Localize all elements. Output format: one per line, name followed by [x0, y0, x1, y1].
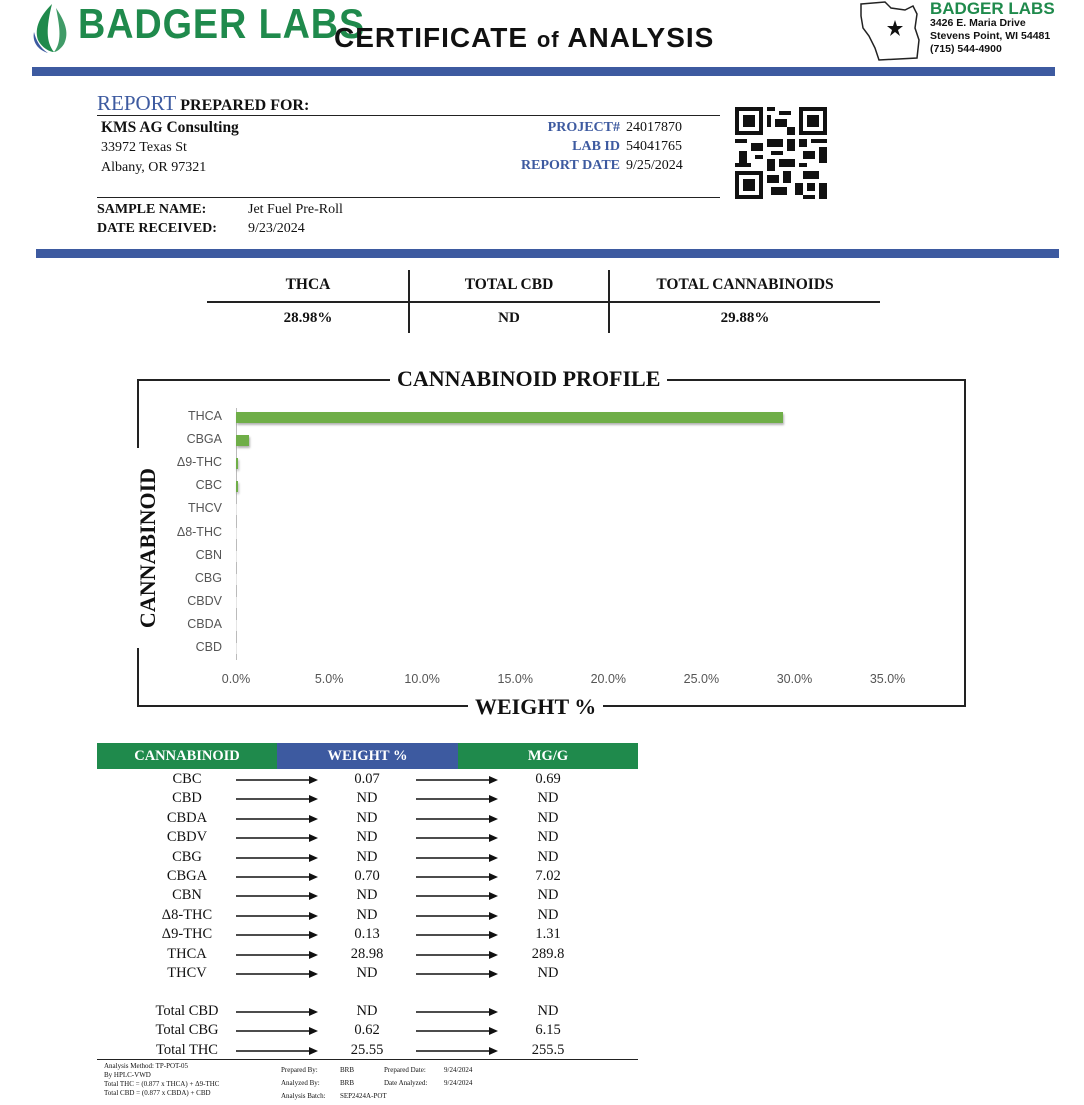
labid-label: LAB ID — [572, 139, 620, 154]
report-prepared-for-label: REPORT PREPARED FOR: — [97, 91, 310, 115]
arrow-right-icon — [416, 872, 498, 882]
table-cell-mg: 289.8 — [531, 945, 565, 962]
project-labels — [480, 118, 620, 175]
chart-bar — [236, 458, 238, 469]
table-cell-mg: ND — [537, 829, 559, 846]
footer-date-values: 9/24/2024 9/24/2024 — [444, 1066, 473, 1087]
labid-value: 54041765 — [626, 139, 682, 154]
table-cell-mg: 7.02 — [535, 868, 561, 884]
footer-staff-labels: Prepared By: Analyzed By: Analysis Batch: — [281, 1066, 326, 1100]
table-cell-weight: 25.55 — [350, 1041, 384, 1058]
summary-value-thca: 28.98% — [283, 310, 333, 326]
table-cell-name: CBG — [172, 848, 202, 865]
chart-category-label: CBD — [195, 640, 222, 654]
arrow-right-icon — [236, 814, 318, 824]
sample-values — [248, 200, 343, 238]
chart-category-label: CBG — [194, 570, 222, 585]
arrow-right-icon — [236, 911, 318, 921]
arrow-right-icon — [236, 1046, 318, 1056]
table-cell-name: Δ8-THC — [161, 906, 213, 923]
table-cell-mg: ND — [537, 887, 559, 904]
summary-rule — [207, 301, 880, 303]
table-cell-name: THCA — [167, 945, 207, 962]
summary-value-total-cannabinoids: 29.88% — [720, 310, 770, 326]
client-street: 33972 Texas St — [101, 140, 187, 155]
arrow-right-icon — [236, 1007, 318, 1017]
address-line1: 3426 E. Maria Drive — [930, 17, 1026, 29]
table-cell-mg: 6.15 — [535, 1022, 561, 1039]
date-received-label: DATE RECEIVED: — [97, 221, 217, 236]
summary-value-total-cbd: ND — [498, 310, 520, 326]
chart-bar — [236, 597, 237, 608]
arrow-right-icon — [416, 1007, 498, 1017]
arrow-right-icon — [236, 930, 318, 940]
table-cell-weight: ND — [356, 906, 378, 923]
sample-name-value: Jet Fuel Pre-Roll — [248, 202, 343, 217]
title-part1: CERTIFICATE — [334, 22, 537, 53]
table-cell-name: THCV — [167, 965, 207, 981]
arrow-right-icon — [416, 969, 498, 979]
table-cell-mg: ND — [537, 809, 559, 826]
client-info — [101, 118, 239, 178]
arrow-right-icon — [416, 1046, 498, 1056]
footer-thc-formula: Total THC = (0.877 x THCA) + Δ9-THC — [104, 1080, 220, 1088]
report-date-label: REPORT DATE — [521, 158, 620, 173]
project-values — [626, 118, 683, 175]
logo-text: BADGER LABS — [78, 0, 366, 47]
qr-code-icon — [735, 107, 827, 199]
chart-x-tick-label: 15.0% — [497, 672, 533, 686]
footer-method — [104, 1062, 219, 1098]
chart-category-label: CBN — [195, 547, 222, 562]
chart-title: CANNABINOID PROFILE — [390, 366, 667, 392]
table-cell-name: CBDV — [166, 829, 208, 846]
arrow-right-icon — [236, 794, 318, 804]
arrow-right-icon — [416, 1026, 498, 1036]
table-cell-weight: ND — [356, 848, 378, 865]
chart-x-tick-label: 25.0% — [683, 672, 720, 686]
summary-header-thca: THCA — [285, 276, 331, 293]
chart-x-tick-label: 5.0% — [314, 672, 344, 686]
page-title — [334, 22, 714, 54]
arrow-right-icon — [236, 872, 318, 882]
table-cell-mg: ND — [537, 906, 559, 923]
wisconsin-map-icon — [855, 0, 927, 62]
table-cell-weight: ND — [356, 1003, 378, 1019]
table-cell-weight: 28.98 — [350, 945, 384, 962]
table-footer-rule — [97, 1059, 638, 1060]
arrow-right-icon — [236, 891, 318, 901]
chart-category-label: CBC — [195, 478, 222, 493]
table-cell-weight: 0.62 — [354, 1022, 380, 1039]
logo — [30, 2, 78, 54]
arrow-right-icon — [236, 1026, 318, 1036]
chart-x-tick-label: 10.0% — [404, 672, 440, 686]
table-cell-weight: 0.07 — [354, 771, 380, 787]
arrow-right-icon — [236, 969, 318, 979]
chart-x-tick-label: 20.0% — [590, 672, 627, 686]
table-cell-name: Total CBD — [155, 1003, 219, 1019]
lab-address — [930, 0, 1055, 56]
table-cell-name: CBDA — [166, 809, 208, 826]
table-cell-name: CBD — [172, 790, 202, 807]
chart-x-axis-title: WEIGHT % — [468, 694, 603, 720]
table-cell-mg: 1.31 — [535, 926, 561, 943]
address-line2: Stevens Point, WI 54481 — [930, 30, 1051, 42]
table-header-cannabinoid: CANNABINOID — [97, 743, 277, 769]
chart-category-label: CBGA — [186, 432, 222, 447]
client-name: KMS AG Consulting — [101, 119, 239, 136]
table-cell-weight: ND — [356, 829, 378, 846]
title-part2: ANALYSIS — [559, 22, 715, 53]
arrow-right-icon — [416, 911, 498, 921]
arrow-right-icon — [416, 891, 498, 901]
table-cell-name: CBGA — [166, 868, 208, 884]
table-cell-weight: ND — [356, 790, 378, 807]
summary-header-total-cannabinoids: TOTAL CANNABINOIDS — [656, 276, 834, 293]
arrow-right-icon — [236, 833, 318, 843]
arrow-right-icon — [236, 950, 318, 960]
chart-frame — [137, 379, 966, 707]
arrow-right-icon — [416, 775, 498, 785]
arrow-right-icon — [416, 930, 498, 940]
table-cell-weight: 0.13 — [354, 926, 380, 943]
chart-category-label: Δ8-THC — [176, 524, 222, 539]
chart-bar — [236, 435, 249, 446]
chart-bar — [236, 551, 237, 562]
table-cell-weight: ND — [356, 887, 378, 904]
chart-category-label: CBDV — [187, 593, 222, 608]
table-cell-name: Total THC — [156, 1041, 218, 1058]
address-phone: (715) 544-4900 — [930, 43, 1002, 55]
chart-bar — [236, 412, 783, 423]
sample-labels — [97, 200, 217, 238]
footer-method-line: Analysis Method: TP-POT-05 — [104, 1062, 189, 1070]
chart-category-label: Δ9-THC — [176, 455, 222, 470]
table-cell-mg: ND — [537, 1003, 559, 1019]
footer-date-labels: Prepared Date: Date Analyzed: — [384, 1066, 428, 1087]
chart-bar — [236, 504, 237, 515]
logo-leaf-icon — [30, 2, 78, 54]
footer-by-line: By HPLC-VWD — [104, 1071, 151, 1079]
table-cell-mg: 0.69 — [535, 771, 561, 787]
report-rule-bottom — [97, 197, 720, 198]
report-rule-top — [97, 115, 720, 116]
summary-header-total-cbd: TOTAL CBD — [464, 276, 554, 293]
section-divider — [36, 249, 1059, 258]
table-header-weight: WEIGHT % — [277, 743, 458, 769]
project-label: PROJECT# — [547, 120, 620, 135]
chart-bar — [236, 620, 237, 631]
date-received-value: 9/23/2024 — [248, 221, 305, 236]
report-date-value: 9/25/2024 — [626, 158, 683, 173]
title-of: of — [536, 27, 560, 52]
chart-category-label: THCV — [187, 501, 222, 516]
chart-x-tick-label: 0.0% — [221, 672, 251, 686]
project-value: 24017870 — [626, 120, 682, 135]
table-cell-mg: ND — [537, 848, 559, 865]
table-cell-weight: ND — [356, 965, 378, 981]
chart-y-axis-title: CANNABINOID — [135, 448, 161, 648]
table-cell-name: Total CBG — [155, 1022, 219, 1039]
table-cell-name: Δ9-THC — [161, 926, 213, 943]
client-city: Albany, OR 97321 — [101, 160, 207, 175]
table-cell-weight: 0.70 — [354, 868, 380, 884]
arrow-right-icon — [236, 853, 318, 863]
chart-category-label: CBDA — [187, 616, 222, 631]
table-cell-mg: 255.5 — [531, 1041, 565, 1058]
table-cell-mg: ND — [537, 790, 559, 807]
arrow-right-icon — [416, 950, 498, 960]
chart-bar — [236, 574, 237, 585]
header-divider — [32, 67, 1055, 76]
table-cell-name: CBN — [172, 887, 202, 904]
arrow-right-icon — [416, 853, 498, 863]
table-cell-name: CBC — [172, 771, 202, 787]
chart-x-tick-label: 30.0% — [776, 672, 813, 686]
table-cell-weight: ND — [356, 809, 378, 826]
chart-category-label: THCA — [187, 409, 222, 423]
table-header-mgg: MG/G — [458, 743, 638, 769]
chart-x-tick-label: 35.0% — [869, 672, 906, 686]
footer-staff-values: BRB BRB SEP2424A-POT — [340, 1066, 387, 1100]
arrow-right-icon — [416, 794, 498, 804]
arrow-right-icon — [416, 814, 498, 824]
table-cell-mg: ND — [537, 965, 559, 981]
address-brand: BADGER LABS — [930, 0, 1055, 18]
chart-bar — [236, 481, 238, 492]
sample-name-label: SAMPLE NAME: — [97, 202, 207, 217]
footer-cbd-formula: Total CBD = (0.877 x CBDA) + CBD — [104, 1089, 211, 1097]
arrow-right-icon — [236, 775, 318, 785]
arrow-right-icon — [416, 833, 498, 843]
chart-bar — [236, 643, 237, 654]
chart-bar — [236, 528, 237, 539]
